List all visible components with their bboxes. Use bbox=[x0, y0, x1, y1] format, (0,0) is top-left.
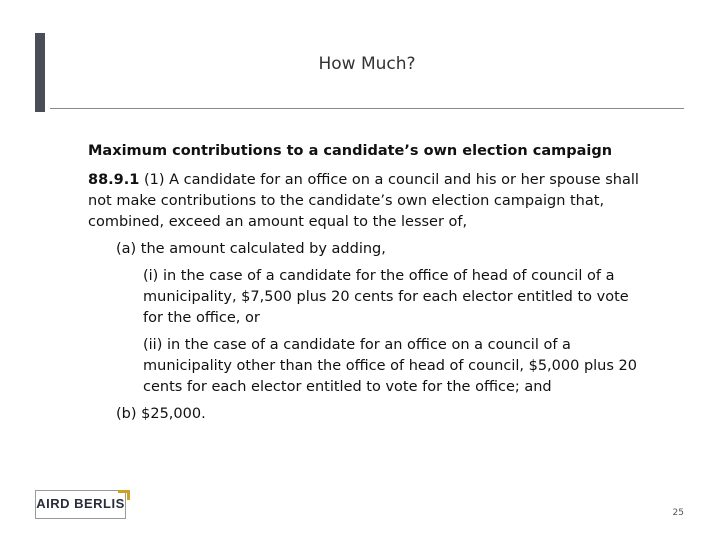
logo-text: AIRD BERLIS bbox=[36, 496, 125, 511]
page-number: 25 bbox=[672, 508, 684, 518]
slide-content bbox=[88, 141, 658, 425]
title-divider bbox=[50, 108, 684, 109]
section-number: 88.9.1 bbox=[88, 172, 140, 188]
aird-berlis-logo bbox=[35, 490, 130, 521]
list-item-i: (i) in the case of a candidate for the office of head of council of a municipality, $7,500 plus 20 cents for each elector entitled to vote for the office, or bbox=[143, 268, 629, 326]
list-item-a: (a) the amount calculated by adding, bbox=[116, 241, 386, 257]
section-paragraph bbox=[88, 170, 658, 233]
list-item-ii: (ii) in the case of a candidate for an office on a council of a municipality other than the office of head of council, $5,000 plus 20 cents for each elector entitled to vote for the office; and bbox=[143, 337, 637, 395]
section-text: (1) A candidate for an office on a council and his or her spouse shall not make contributions to the candidate’s own election campaign that, combined, exceed an amount equal to the lesser of, bbox=[88, 172, 639, 230]
title-accent-bar bbox=[35, 33, 45, 112]
list-item-b: (b) $25,000. bbox=[116, 406, 206, 422]
slide-title: How Much? bbox=[318, 54, 416, 74]
content-heading: Maximum contributions to a candidate’s own election campaign bbox=[88, 143, 613, 159]
